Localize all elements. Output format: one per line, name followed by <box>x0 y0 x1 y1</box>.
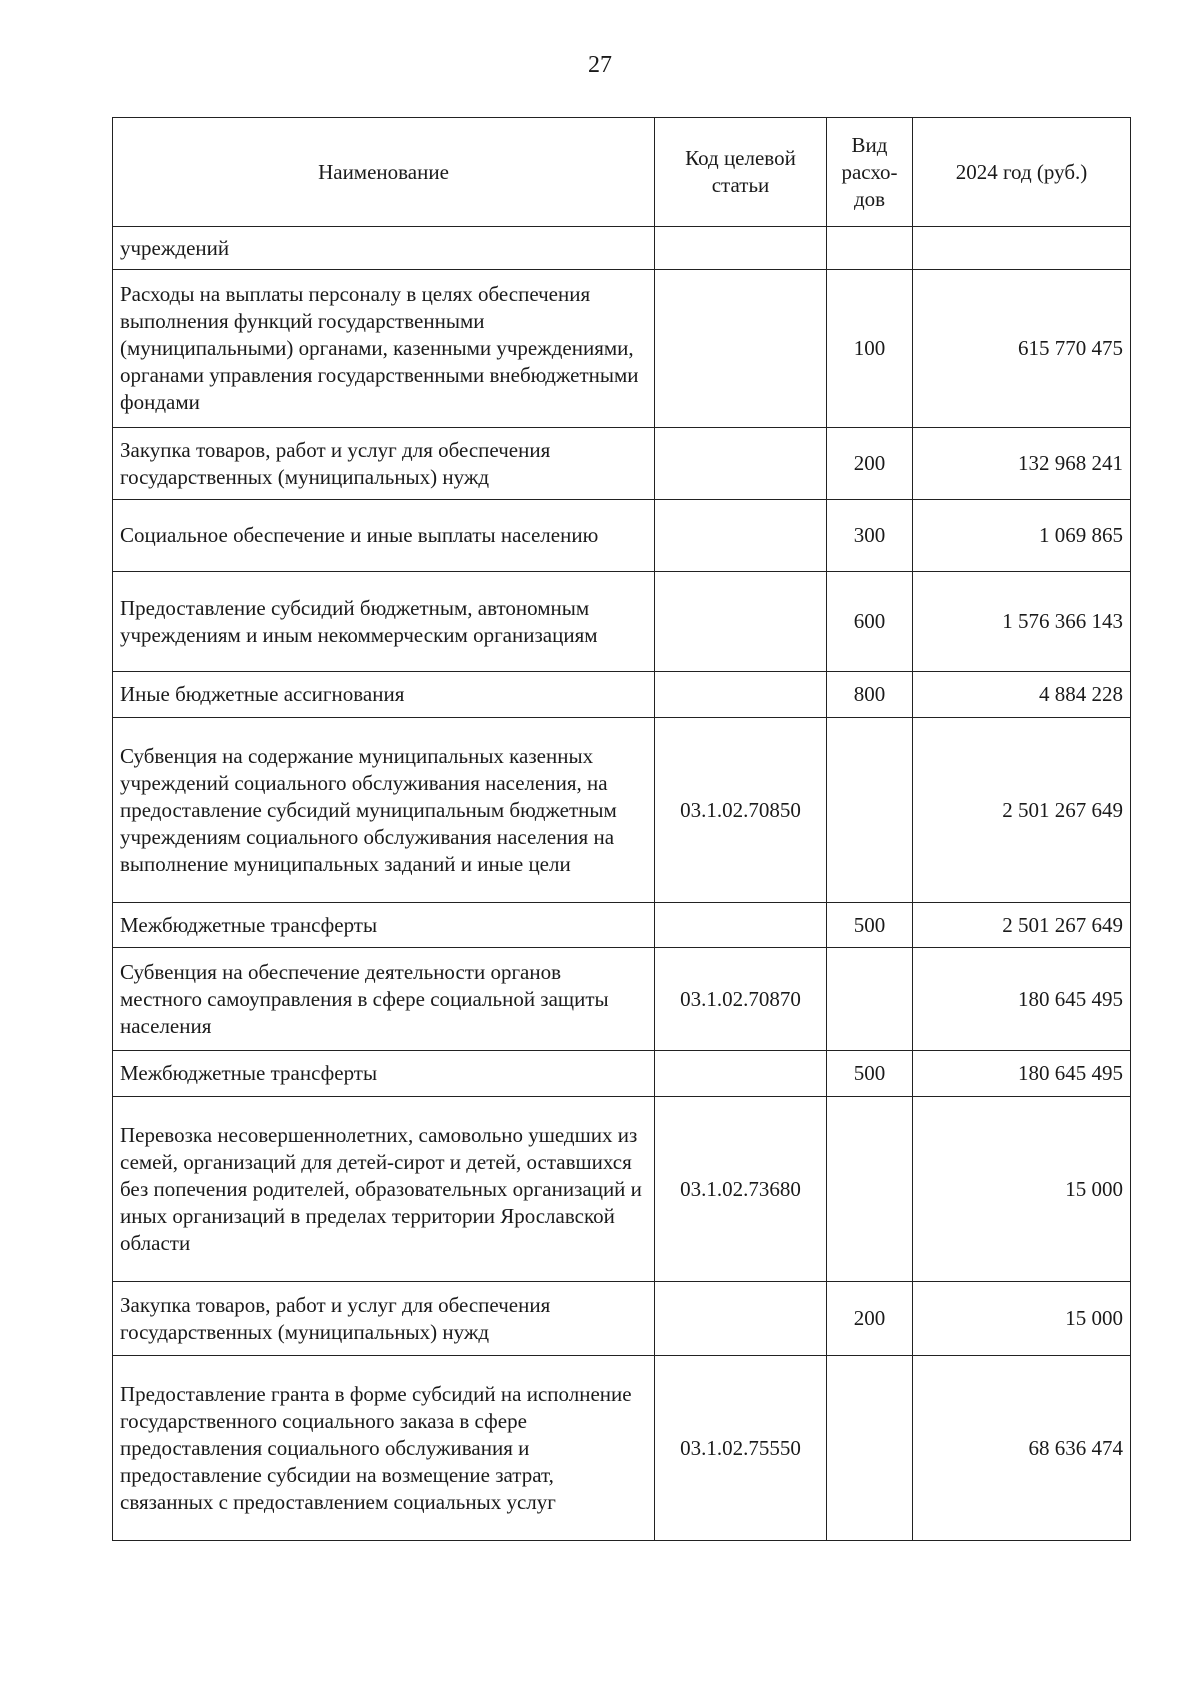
row-type: 800 <box>827 672 913 718</box>
row-name: Социальное обеспечение и иные выплаты населению <box>113 500 655 572</box>
table-row <box>113 270 1131 428</box>
table-row <box>113 1282 1131 1356</box>
row-code <box>655 572 827 672</box>
row-code: 03.1.02.70850 <box>655 718 827 903</box>
row-amount: 615 770 475 <box>913 270 1131 428</box>
row-name: Закупка товаров, работ и услуг для обеспечения государственных (муниципальных) нужд <box>113 1282 655 1356</box>
row-code: 03.1.02.70870 <box>655 948 827 1051</box>
row-code <box>655 227 827 270</box>
row-amount <box>913 227 1131 270</box>
budget-table <box>112 117 1131 1541</box>
row-name: Субвенция на обеспечение деятельности органов местного самоуправления в сфере социальной защиты населения <box>113 948 655 1051</box>
header-name: Наименование <box>113 118 655 227</box>
row-name: Межбюджетные трансферты <box>113 1051 655 1097</box>
row-type: 200 <box>827 428 913 500</box>
table-row <box>113 572 1131 672</box>
row-code <box>655 1051 827 1097</box>
row-name: Расходы на выплаты персоналу в целях обеспечения выполнения функций государственными (муниципальными) органами, казенными учреждениями, органами управления государственными внебюджетными фондами <box>113 270 655 428</box>
table-row <box>113 500 1131 572</box>
row-code <box>655 428 827 500</box>
table-row <box>113 718 1131 903</box>
row-code <box>655 903 827 948</box>
row-amount: 15 000 <box>913 1097 1131 1282</box>
row-name: Предоставление гранта в форме субсидий на исполнение государственного социального заказа в сфере предоставления социального обслуживания и предоставление субсидии на возмещение затрат, связанных с предоставлением социальных услуг <box>113 1356 655 1541</box>
row-name: Межбюджетные трансферты <box>113 903 655 948</box>
row-type <box>827 1356 913 1541</box>
row-amount: 15 000 <box>913 1282 1131 1356</box>
row-type: 300 <box>827 500 913 572</box>
row-type: 500 <box>827 1051 913 1097</box>
row-code: 03.1.02.75550 <box>655 1356 827 1541</box>
table-body <box>113 227 1131 1541</box>
row-name: Перевозка несовершеннолетних, самовольно ушедших из семей, организаций для детей-сирот и детей, оставшихся без попечения родителей, образовательных организаций и иных организаций в пределах территории Ярославской области <box>113 1097 655 1282</box>
row-amount: 1 069 865 <box>913 500 1131 572</box>
row-amount: 68 636 474 <box>913 1356 1131 1541</box>
table-row <box>113 672 1131 718</box>
row-type: 200 <box>827 1282 913 1356</box>
row-type: 100 <box>827 270 913 428</box>
row-amount: 4 884 228 <box>913 672 1131 718</box>
header-code: Код целевой статьи <box>655 118 827 227</box>
table-row <box>113 903 1131 948</box>
row-type <box>827 1097 913 1282</box>
row-type <box>827 948 913 1051</box>
row-type <box>827 227 913 270</box>
row-code <box>655 1282 827 1356</box>
page-number: 27 <box>588 52 612 78</box>
row-code <box>655 500 827 572</box>
table-row <box>113 1356 1131 1541</box>
row-code: 03.1.02.73680 <box>655 1097 827 1282</box>
row-name: учреждений <box>113 227 655 270</box>
row-amount: 1 576 366 143 <box>913 572 1131 672</box>
row-name: Иные бюджетные ассигнования <box>113 672 655 718</box>
table-row <box>113 227 1131 270</box>
row-amount: 2 501 267 649 <box>913 718 1131 903</box>
row-amount: 180 645 495 <box>913 1051 1131 1097</box>
table-row <box>113 948 1131 1051</box>
row-amount: 180 645 495 <box>913 948 1131 1051</box>
table-row <box>113 428 1131 500</box>
table-header <box>113 118 1131 227</box>
row-type: 500 <box>827 903 913 948</box>
row-amount: 132 968 241 <box>913 428 1131 500</box>
row-type: 600 <box>827 572 913 672</box>
row-name: Предоставление субсидий бюджетным, автономным учреждениям и иным некоммерческим организациям <box>113 572 655 672</box>
header-amount: 2024 год (руб.) <box>913 118 1131 227</box>
row-code <box>655 270 827 428</box>
row-code <box>655 672 827 718</box>
header-row <box>113 118 1131 227</box>
row-type <box>827 718 913 903</box>
row-name: Субвенция на содержание муниципальных казенных учреждений социального обслуживания населения, на предоставление субсидий муниципальным бюджетным учреждениям социального обслуживания населения на выполнение муниципальных заданий и иные цели <box>113 718 655 903</box>
table-row <box>113 1051 1131 1097</box>
header-type: Вид расхо-дов <box>827 118 913 227</box>
row-amount: 2 501 267 649 <box>913 903 1131 948</box>
row-name: Закупка товаров, работ и услуг для обеспечения государственных (муниципальных) нужд <box>113 428 655 500</box>
table-row <box>113 1097 1131 1282</box>
